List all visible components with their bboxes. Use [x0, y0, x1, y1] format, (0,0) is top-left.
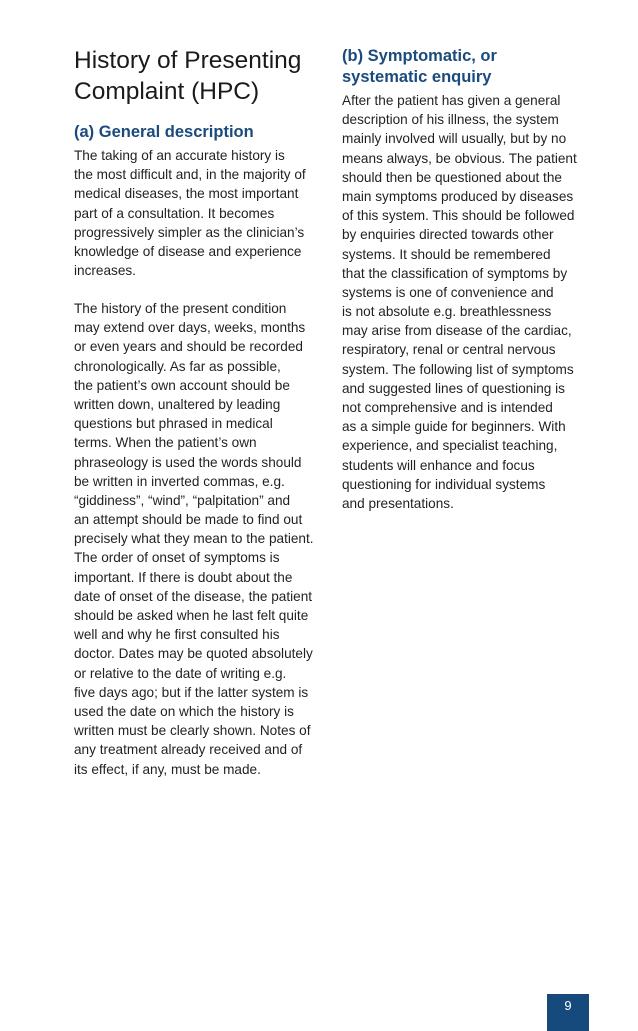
text-line: chronologically. As far as possible,	[74, 358, 281, 374]
text-line: and presentations.	[342, 495, 454, 511]
text-line: The history of the present condition	[74, 301, 287, 316]
text-line: increases.	[74, 263, 136, 279]
text-line: phraseology is used the words should	[74, 454, 302, 470]
text-line: or even years and should be recorded	[74, 339, 303, 355]
paragraph-general-description-2	[74, 299, 314, 779]
text-line: used the date on which the history is	[74, 703, 294, 719]
text-line: should then be questioned about the	[342, 169, 562, 185]
text-line: systems. It should be remembered	[342, 246, 551, 262]
paragraph-systematic-enquiry	[342, 91, 577, 513]
text-line: “giddiness”, “wind”, “palpitation” and	[74, 492, 291, 508]
text-line: questions but phrased in medical	[74, 416, 273, 432]
section-heading-systematic-enquiry	[342, 46, 497, 88]
text-line: progressively simpler as the clinician’s	[74, 224, 305, 240]
text-line: should be asked when he last felt quite	[74, 608, 309, 623]
text-line: written down, unaltered by leading	[74, 396, 281, 412]
text-line: may extend over days, weeks, months	[74, 320, 306, 336]
text-line: may arise from disease of the cardiac,	[342, 323, 572, 339]
text-line: doctor. Dates may be quoted absolutely	[74, 646, 313, 662]
section-heading-line: (b) Symptomatic, or	[342, 47, 497, 65]
text-line: its effect, if any, must be made.	[74, 761, 261, 777]
text-line: is not absolute e.g. breathlessness	[342, 304, 552, 320]
page-number: 9	[564, 998, 572, 1013]
text-line: main symptoms produced by diseases	[342, 188, 574, 204]
text-line: The taking of an accurate history is	[74, 148, 285, 163]
text-line: or relative to the date of writing e.g.	[74, 665, 287, 681]
text-line: as a simple guide for beginners. With	[342, 419, 566, 435]
page-title	[74, 45, 301, 107]
text-line: questioning for individual systems	[342, 476, 546, 492]
text-line: After the patient has given a general	[342, 93, 561, 108]
text-line: system. The following list of symptoms	[342, 361, 574, 377]
text-line: the patient’s own account should be	[74, 377, 290, 393]
text-line: written must be clearly shown. Notes of	[74, 723, 311, 739]
text-line: part of a consultation. It becomes	[74, 205, 275, 221]
page-number-box	[547, 994, 589, 1031]
text-line: that the classification of symptoms by	[342, 265, 568, 281]
text-line: any treatment already received and of	[74, 742, 303, 758]
paragraph-general-description-1	[74, 146, 306, 280]
text-line: by enquiries directed towards other	[342, 227, 554, 243]
text-line: experience, and specialist teaching,	[342, 438, 558, 454]
section-heading-line: systematic enquiry	[342, 68, 492, 86]
text-line: systems is one of convenience and	[342, 284, 554, 300]
text-line: The order of onset of symptoms is	[74, 550, 280, 566]
text-line: medical diseases, the most important	[74, 186, 299, 202]
page-title-line: Complaint (HPC)	[74, 78, 260, 105]
text-line: be written in inverted commas, e.g.	[74, 473, 285, 489]
text-line: of this system. This should be followed	[342, 208, 575, 224]
text-line: the most difficult and, in the majority of	[74, 167, 306, 183]
text-line: well and why he first consulted his	[74, 627, 280, 643]
text-line: respiratory, renal or central nervous	[342, 342, 556, 358]
text-line: five days ago; but if the latter system is	[74, 684, 309, 700]
text-line: means always, be obvious. The patient	[342, 150, 577, 166]
page-title-line: History of Presenting	[74, 47, 302, 74]
text-line: important. If there is doubt about the	[74, 569, 293, 585]
text-line: description of his illness, the system	[342, 112, 559, 128]
text-line: mainly involved will usually, but by no	[342, 131, 567, 147]
text-line: knowledge of disease and experience	[74, 243, 302, 259]
text-line: students will enhance and focus	[342, 457, 535, 473]
text-line: not comprehensive and is intended	[342, 400, 553, 415]
text-line: and suggested lines of questioning is	[342, 380, 565, 396]
text-line: terms. When the patient’s own	[74, 435, 257, 451]
section-heading-general-description: (a) General description	[74, 123, 254, 141]
text-line: date of onset of the disease, the patient	[74, 588, 313, 604]
text-line: precisely what they mean to the patient.	[74, 531, 314, 547]
text-line: an attempt should be made to find out	[74, 512, 303, 528]
